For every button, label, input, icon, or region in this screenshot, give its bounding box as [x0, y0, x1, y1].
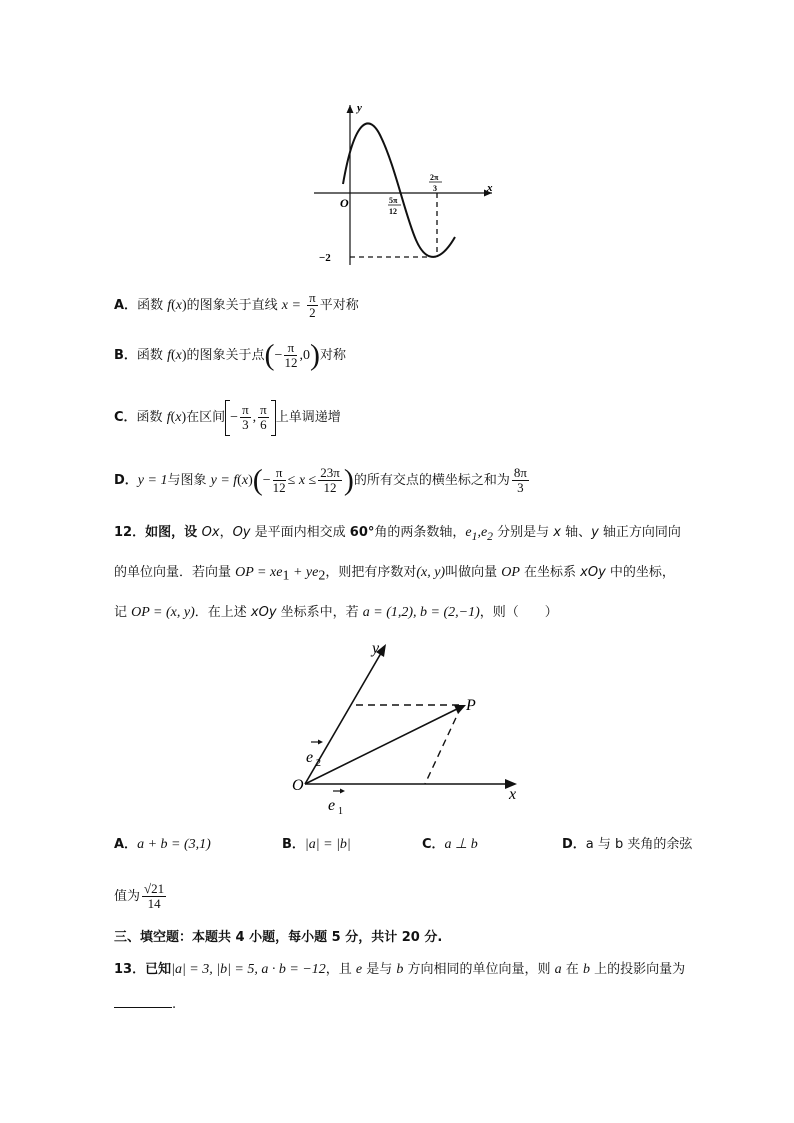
- a: a: [554, 962, 562, 977]
- q12-option-d: [562, 834, 692, 856]
- q13-line-2: [114, 994, 176, 1016]
- option-a-label: A．: [114, 298, 138, 313]
- tick-2pi-num: 2π: [430, 173, 439, 182]
- e2-arrow-head: [318, 740, 323, 745]
- text: 函数: [137, 298, 168, 313]
- option-c-label: C．: [422, 837, 445, 852]
- text: 在区间: [186, 410, 226, 425]
- y: y: [591, 525, 599, 540]
- e2: $e_2$: [480, 525, 493, 543]
- x: x: [175, 410, 182, 425]
- q13-number: 13．已知: [114, 962, 172, 977]
- q12-option-d-continued: [114, 876, 168, 918]
- option-a-text: a + b = (3,1): [137, 837, 211, 852]
- q13-cond: |a| = 3, |b| = 5, a · b = −12: [171, 962, 326, 977]
- plus: + ye: [289, 565, 319, 580]
- e1: $e_1$,: [465, 525, 481, 543]
- text: 在坐标系: [519, 565, 581, 580]
- q12-line-3: [114, 602, 558, 624]
- op-val: OP = (x, y): [131, 605, 195, 620]
- text: ．在上述: [194, 605, 251, 620]
- y-eq-1: y = 1: [137, 473, 168, 488]
- option-d-text: a 与 b 夹角的余弦: [585, 837, 693, 852]
- x-axis-label: x: [487, 182, 493, 194]
- text: 平对称: [319, 298, 359, 313]
- point-p-label: P: [466, 697, 476, 714]
- y-eq-f: y = f: [210, 473, 238, 488]
- text: 分别是与: [492, 525, 554, 540]
- option-d-label: D．: [562, 837, 586, 852]
- text: 函数: [136, 348, 168, 363]
- xoy: xOy: [250, 605, 277, 620]
- text: ，则把有序数对: [325, 565, 417, 580]
- q12-option-a: [114, 834, 211, 856]
- op-vector: [305, 707, 461, 784]
- q11-option-d: D．y = 1与图象 y = f(x)(− $\frac{\pi}{12}$ ≤ x ≤ $\frac{23\pi}{12}$ )的所有交点的横坐标之和为 $\frac{8\pi}{3}$: [114, 463, 527, 497]
- f: f: [167, 348, 171, 363]
- f: f: [167, 298, 172, 313]
- oy: Oy: [232, 525, 251, 540]
- text: 坐标系中，若: [276, 605, 363, 620]
- text: 上单调递增: [275, 410, 341, 425]
- text: 中的坐标，: [605, 565, 675, 580]
- text: 轴、: [560, 525, 592, 540]
- option-b-label: B．: [282, 837, 305, 852]
- text: ，且: [325, 962, 356, 977]
- option-b-text: |a| = |b|: [304, 837, 351, 852]
- origin-label: O: [292, 777, 304, 794]
- e: e: [355, 962, 363, 977]
- ab-val: a = (1,2), b = (2,−1): [362, 605, 480, 620]
- x-axis-label: x: [509, 786, 517, 803]
- tick-2pi-den: 3: [433, 184, 437, 193]
- text: ，: [219, 525, 233, 540]
- q12-line-1: [114, 522, 681, 548]
- f: f: [166, 410, 171, 425]
- y-axis-label: y: [357, 102, 362, 114]
- text: 记: [114, 605, 132, 620]
- period: .: [172, 997, 177, 1012]
- x: x: [553, 525, 561, 540]
- option-d-cont: 值为: [114, 889, 141, 904]
- angle: 60°: [349, 525, 375, 540]
- option-b-label: B．: [114, 348, 137, 363]
- tick-5pi-num: 5π: [389, 196, 398, 205]
- frac-sqrt21-14: $\frac{√21}{14}$: [144, 881, 165, 911]
- frac-pi-12: $\frac{\pi}{12}$: [284, 340, 298, 370]
- frac-pi-3: $\frac{\pi}{3}$: [242, 402, 249, 432]
- text: 角的两条数轴，: [374, 525, 466, 540]
- text: 上的投影向量为: [589, 962, 686, 977]
- op-eq: OP = xe: [235, 565, 283, 580]
- q12-option-c: [422, 834, 478, 856]
- e1-subscript: 1: [338, 806, 343, 817]
- text: 与图象: [167, 473, 211, 488]
- e2-label: e: [306, 749, 314, 766]
- section-3-title: 三、填空题：本题共 4 小题，每小题 5 分，共计 20 分.: [114, 930, 443, 945]
- q11-option-b: B．函数 f(x)的图象关于点(− $\frac{\pi}{12}$ ,0)对称: [114, 338, 346, 372]
- e2-subscript: 2: [316, 758, 321, 769]
- x: x: [175, 298, 182, 313]
- q13-line-1: [114, 959, 685, 981]
- xy: (x, y): [416, 565, 446, 580]
- q11-option-a: A．函数 f(x)的图象关于直线 x = $\frac{\pi}{2}$ 平对称: [114, 290, 359, 320]
- frac-pi-12: $\frac{\pi}{12}$: [272, 465, 286, 495]
- e1-label: e: [328, 797, 336, 814]
- option-d-label: D．: [114, 473, 138, 488]
- text: 方向相同的单位向量，则: [403, 962, 555, 977]
- frac-23pi-12: $\frac{23\pi}{12}$: [320, 465, 340, 495]
- origin-label: O: [340, 196, 349, 210]
- text: 对称: [319, 348, 346, 363]
- text: 的图象关于直线: [186, 298, 282, 313]
- text: 是与: [362, 962, 397, 977]
- y-axis-arrow: [347, 105, 354, 113]
- answer-blank[interactable]: [114, 995, 172, 1008]
- text: 是平面内相交成: [250, 525, 350, 540]
- tick-5pi-den: 12: [389, 207, 397, 216]
- op: OP: [501, 565, 520, 580]
- frac-pi-2: $\frac{\pi}{2}$: [309, 290, 316, 320]
- option-c-text: a ⊥ b: [444, 837, 478, 852]
- sine-graph: [300, 95, 510, 275]
- frac-pi-6: $\frac{\pi}{6}$: [260, 402, 267, 432]
- b: b: [582, 962, 590, 977]
- y-min-label: −2: [319, 252, 331, 264]
- q12-line-2: 的单位向量．若向量 OP = $xe_1 + ye_2$，则把有序数对(x, y)叫做向量 OP 在坐标系 xOy 中的坐标，: [114, 565, 675, 584]
- e1-arrow-head: [340, 789, 345, 794]
- frac-8pi-3: $\frac{8\pi}{3}$: [513, 465, 527, 495]
- q12-option-b: [282, 834, 351, 856]
- text: 在: [561, 962, 583, 977]
- option-c-label: C．: [114, 410, 137, 425]
- text: 函数: [136, 410, 167, 425]
- eq: x =: [281, 298, 301, 313]
- sine-curve: [343, 123, 455, 256]
- q12-number: 12．如图，设: [114, 525, 202, 540]
- text: 的单位向量．若向量: [114, 565, 236, 580]
- text: 的图象关于点: [186, 348, 265, 363]
- oblique-coordinate-figure: [285, 638, 535, 820]
- text: 叫做向量: [445, 565, 502, 580]
- text: 轴正方向同向: [598, 525, 681, 540]
- x: x: [175, 348, 182, 363]
- text: 的所有交点的横坐标之和为: [353, 473, 510, 488]
- inequality: ≤ x ≤: [287, 473, 317, 488]
- text: ，则（ ）: [479, 605, 558, 620]
- dashed-to-x: [425, 707, 461, 784]
- y-axis-label: y: [372, 640, 380, 657]
- text: ,0: [299, 348, 310, 363]
- q11-option-c: C．函数 f(x)在区间 − $\frac{\pi}{3}$ , $\frac{\pi}{6}$ 上单调递增: [114, 398, 341, 438]
- ox: Ox: [201, 525, 220, 540]
- option-a-label: A．: [114, 837, 138, 852]
- b: b: [396, 962, 404, 977]
- xoy: xOy: [580, 565, 606, 580]
